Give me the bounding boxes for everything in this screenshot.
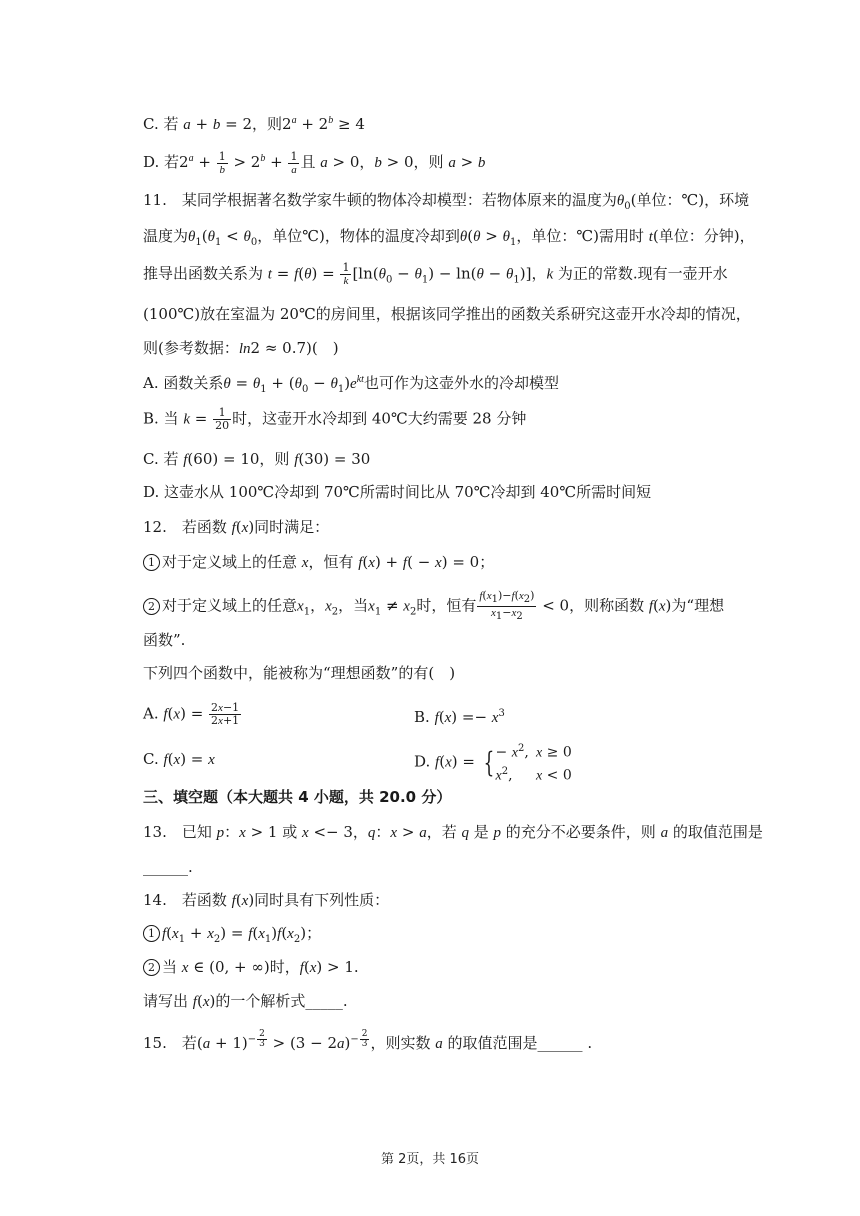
q11-option-c: C. 若 f(60) = 10，则 f(30) = 30 [143, 450, 371, 468]
q11-line-2: 温度为$\theta_1(\theta_1 < \theta_0$，单位℃)，物体的温度冷却到$\theta(\theta > \theta_1$，单位：℃)需用时 t(单位：分钟)， [143, 227, 755, 248]
q15-answer-blank[interactable]: ______ [537, 1034, 583, 1052]
q14-question: 请写出 f(x)的一个解析式_____. [143, 992, 348, 1010]
q12-question: 下列四个函数中，能被称为“理想函数”的有( ) [143, 664, 456, 682]
q15-line-1: 15. 若$(a + 1)^{- \frac{2}{3}}$ > $(3 - 2a)^{- \frac{2}{3}}$ ，则实数 a 的取值范围是______ . [143, 1029, 593, 1052]
circled-2-icon: 2 [143, 959, 160, 976]
q11-line-1: 11. 某同学根据著名数学家牛顿的物体冷却模型：若物体原来的温度为$\theta_0$(单位：℃)，环境 [143, 191, 750, 212]
q12-line-1: 12. 若函数 f(x)同时满足： [143, 518, 330, 536]
q12-condition-2-cont: 函数”. [143, 631, 186, 649]
q12-condition-2: 2 对于定义域上的任意$x_1$，$x_2$，当$x_1 \ne x_2$时，恒有 $\frac{f(x_1)-f(x_2)}{x_1-x_2}$ < 0，则称函数 f(x)为“理想 [143, 590, 724, 624]
q12-condition-1: 1 对于定义域上的任意 x，恒有 f(x) + f( − x) = 0； [143, 551, 494, 574]
q11-line-5: 则(参考数据：ln2 ≈ 0.7)( ) [143, 339, 339, 357]
q11-option-a: A. 函数关系$\theta = \theta_1 + (\theta_0 - \theta_1)e^{kt}$也可作为这壶外水的冷却模型 [143, 374, 559, 395]
q13-line-1: 13. 已知 p：x > 1 或 x <− 3，q：x > a，若 q 是 p 的充分不必要条件，则 a 的取值范围是 [143, 823, 763, 841]
q12-option-d: D. f(x) = { − $x^2$, x ≥ 0 $x^2$, x < 0 [414, 743, 572, 784]
q12-option-b: B. $f(x) =- x^3$ [414, 708, 505, 726]
q12-option-c: C. f(x) = x [143, 750, 215, 768]
circled-2-icon: 2 [143, 598, 160, 615]
page-footer: 第 2页，共 16页 [380, 1152, 480, 1167]
q11-option-b: B. 当 k = $\frac{1}{20}$ 时，这壶开水冷却到 40℃大约需要 28 分钟 [143, 406, 527, 432]
q11-option-d: D. 这壶水从 100℃冷却到 70℃所需时间比从 70℃冷却到 40℃所需时间短 [143, 483, 652, 501]
q11-line-3: 推导出函数关系为 t = f(θ) = $\frac{1}{k}$ $[\ln(\theta_0 - \theta_1) - \ln(\theta - \theta_1)]$，k 为正的常数.现有一壶开水 [143, 261, 728, 287]
q13-blank[interactable]: ______. [143, 858, 193, 876]
circled-1-icon: 1 [143, 925, 160, 942]
q12-option-a: A. f(x) = $\frac{2x-1}{2x+1}$ [143, 701, 240, 727]
q10-option-c [143, 110, 365, 136]
q14-property-1: 1 $f(x_1 + x_2) = f(x_1)f(x_2)$； [143, 922, 321, 951]
q14-line-1: 14. 若函数 f(x)同时具有下列性质： [143, 891, 390, 909]
q10-option-c-text: C. 若 a + b = 2，则$2^a + 2^b \ge 4$ [143, 115, 365, 133]
q11-line-4: (100℃)放在室温为 20℃的房间里，根据该同学推出的函数关系研究这壶开水冷却的情况， [143, 305, 751, 323]
q14-answer-blank[interactable]: _____ [305, 992, 343, 1010]
section-heading: 三、填空题（本大题共 4 小题，共 20.0 分） [143, 788, 452, 806]
q10-option-d: D. 若$2^a$ + $\frac{1}{b}$ > $2^b$ + $\frac{1}{a}$ 且 a > 0，b > 0，则 a > b [143, 149, 486, 176]
circled-1-icon: 1 [143, 554, 160, 571]
q14-property-2: 2 当 x ∈ (0, + ∞)时，f(x) > 1. [143, 956, 359, 979]
